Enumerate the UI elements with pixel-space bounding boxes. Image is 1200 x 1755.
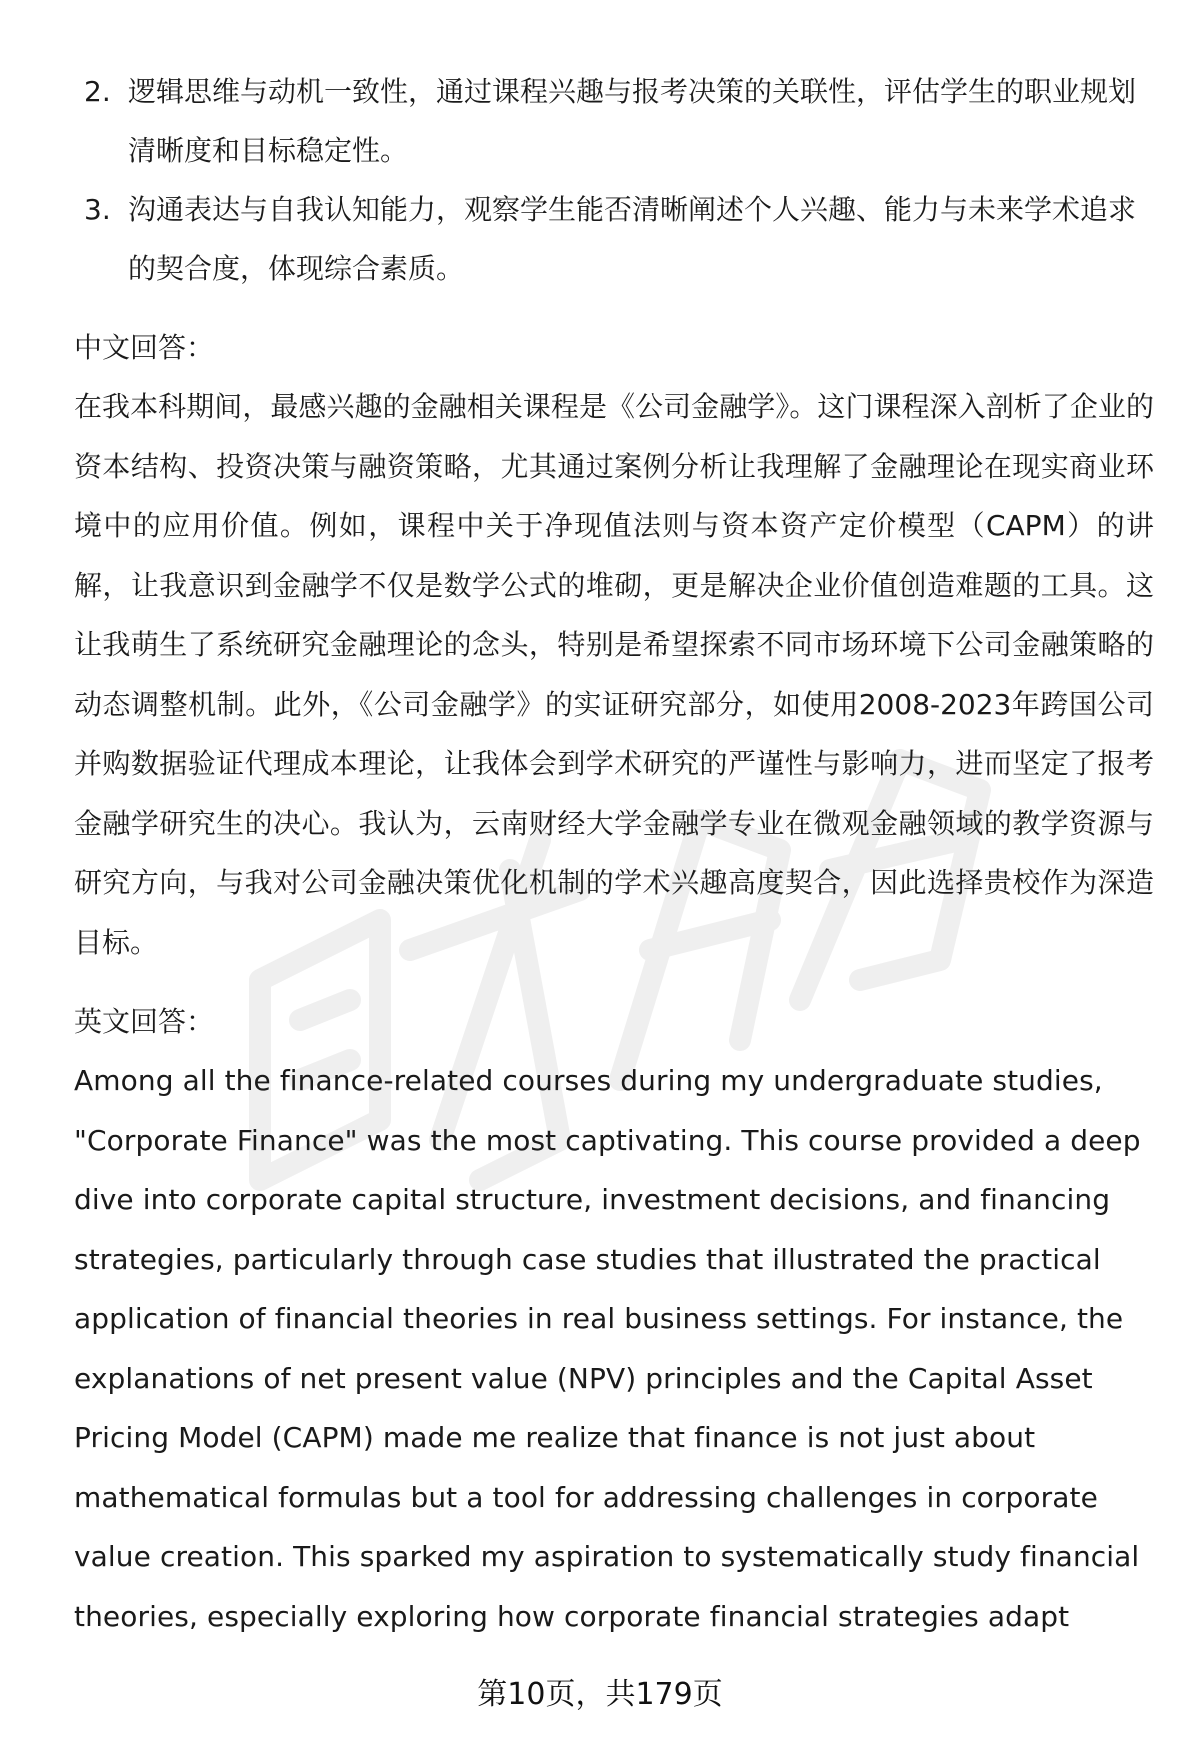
page-number: 第10页，共179页 — [477, 1677, 723, 1712]
list-item-text: 沟通表达与自我认知能力，观察学生能否清晰阐述个人兴趣、能力与未来学术追求的契合度，体现综合素质。 — [128, 193, 1137, 285]
chinese-answer-text: 在我本科期间，最感兴趣的金融相关课程是《公司金融学》。这门课程深入剖析了企业的资本结构、投资决策与融资策略，尤其通过案例分析让我理解了金融理论在现实商业环境中的应用价值。例如，课程中关于净现值法则与资本资产定价模型（CAPM）的讲解，让我意识到金融学不仅是数学公式的堆砌，更是解决企业价值创造难题的工具。这让我萌生了系统研究金融理论的念头，特别是希望探索不同市场环境下公司金融策略的动态调整机制。此外，《公司金融学》的实证研究部分，如使用2008-2023年跨国公司并购数据验证代理成本理论，让我体会到学术研究的严谨性与影响力，进而坚定了报考金融学研究生的决心。我认为，云南财经大学金融学专业在微观金融领域的教学资源与研究方向，与我对公司金融决策优化机制的学术兴趣高度契合，因此选择贵校作为深造目标。 — [74, 390, 1154, 959]
list-item-number: 3. — [84, 193, 111, 226]
criteria-list — [74, 62, 1154, 298]
list-item — [74, 62, 1154, 180]
list-item-text: 逻辑思维与动机一致性，通过课程兴趣与报考决策的关联性，评估学生的职业规划清晰度和目标稳定性。 — [128, 75, 1137, 167]
english-answer-text: Among all the finance-related courses during my undergraduate studies, "Corporate Finance" was the most captivating. This course provided a deep dive into corporate capital structure, investment decisions, and financing strategies, particularly through case studies that illustrated the practical application of financial theories in real business settings. For instance, the explanations of net present value (NPV) principles and the Capital Asset Pricing Model (CAPM) made me realize that finance is not just about mathematical formulas but a tool for addressing challenges in corporate value creation. This sparked my aspiration to systematically study financial theories, especially exploring how corporate financial strategies adapt — [74, 1064, 1141, 1633]
list-item — [74, 180, 1154, 298]
page-content — [74, 62, 1154, 1646]
list-item-number: 2. — [84, 75, 111, 108]
english-answer-label: 英文回答： — [74, 1005, 215, 1038]
chinese-answer-label: 中文回答： — [74, 331, 215, 364]
